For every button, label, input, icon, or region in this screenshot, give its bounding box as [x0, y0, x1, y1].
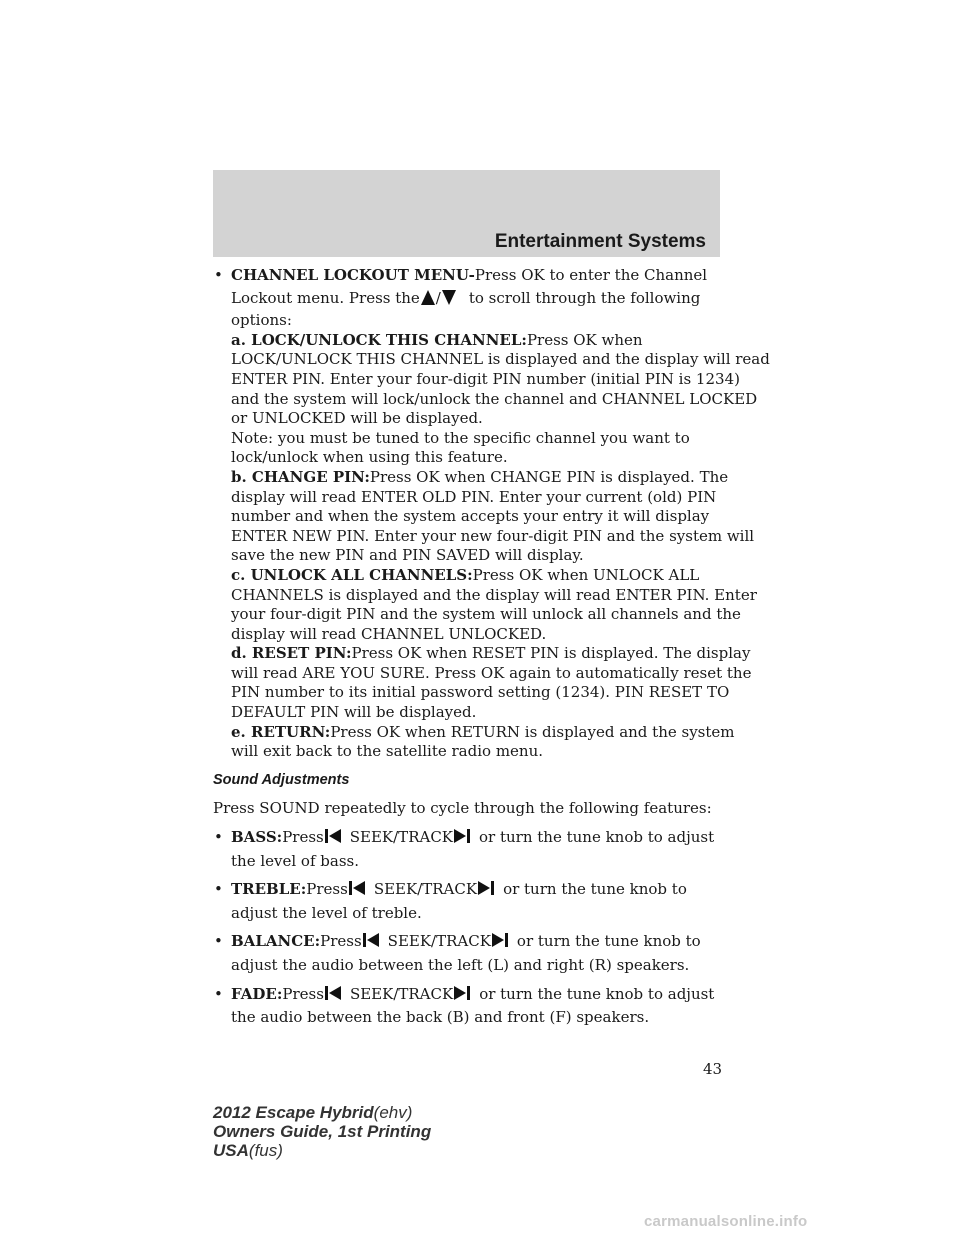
watermark: carmanualsonline.info	[644, 1213, 808, 1230]
down-arrow-icon	[441, 290, 457, 305]
seek-next-icon	[453, 985, 471, 1001]
sound-item-bass: • BASS:Press SEEK/TRACK or turn the tune knob to adjust the level of bass.	[214, 828, 715, 870]
page-content	[213, 266, 770, 1028]
sound-item-treble: • TREBLE:Press SEEK/TRACK or turn the tune knob to adjust the level of treble.	[214, 880, 687, 922]
page-number: 43	[703, 1060, 723, 1078]
section-title: Entertainment Systems	[494, 231, 706, 252]
sound-intro: Press SOUND repeatedly to cycle through the following features:	[213, 799, 712, 818]
channel-lockout-item: • CHANNEL LOCKOUT MENU-Press OK to enter the Channel Lockout menu. Press the / to scroll through the following options: a. LOCK/UNLOCK THIS CHANNEL:Press OK when LOCK/UNLOCK THIS CHANNEL is displayed and the display will read ENTER PIN. Enter your four-digit PIN number (initial PIN is 1234) and the system will lock/unlock the channel and CHANNEL LOCKED or UNLOCKED will be displayed. Note: you must be tuned to the specific channel you want to lock/unlock when using this feature. b. CHANGE PIN:Press OK when CHANGE PIN is displayed. The display will read ENTER OLD PIN. Enter your current (old) PIN number and when the system accepts your entry it will display ENTER NEW PIN. Enter your new four-digit PIN and the system will save the new PIN and PIN SAVED will display. c. UNLOCK ALL CHANNELS:Press OK when UNLOCK ALL CHANNELS is displayed and the display will read ENTER PIN. Enter your four-digit PIN and the system will unlock all channels and the display will read CHANNEL UNLOCKED. d. RESET PIN:Press OK when RESET PIN is displayed. The display will read ARE YOU SURE. Press OK again to automatically reset the PIN number to its initial password setting (1234). PIN RESET TO DEFAULT PIN will be displayed. e. RETURN:Press OK when RETURN is displayed and the system will exit back to the satellite radio menu.	[214, 266, 770, 761]
seek-previous-icon	[324, 828, 342, 844]
sound-item-fade: • FADE:Press SEEK/TRACK or turn the tune knob to adjust the audio between the back (B) and front (F) speakers.	[214, 984, 715, 1027]
sound-item-balance: • BALANCE:Press SEEK/TRACK or turn the tune knob to adjust the audio between the left (L) and right (R) speakers.	[214, 932, 701, 974]
term: CHANNEL LOCKOUT MENU-	[231, 266, 475, 284]
sound-adjustments-heading: Sound Adjustments	[213, 771, 350, 788]
seek-previous-icon	[348, 880, 366, 896]
up-arrow-icon	[420, 290, 436, 305]
seek-next-icon	[491, 932, 509, 948]
seek-previous-icon	[362, 932, 380, 948]
seek-previous-icon	[324, 985, 342, 1001]
section-header	[213, 170, 720, 257]
seek-next-icon	[453, 828, 471, 844]
seek-next-icon	[477, 880, 495, 896]
bullet: •	[214, 266, 223, 284]
document-footer: 2012 Escape Hybrid(ehv) Owners Guide, 1st Printing USA(fus)	[213, 1103, 432, 1160]
